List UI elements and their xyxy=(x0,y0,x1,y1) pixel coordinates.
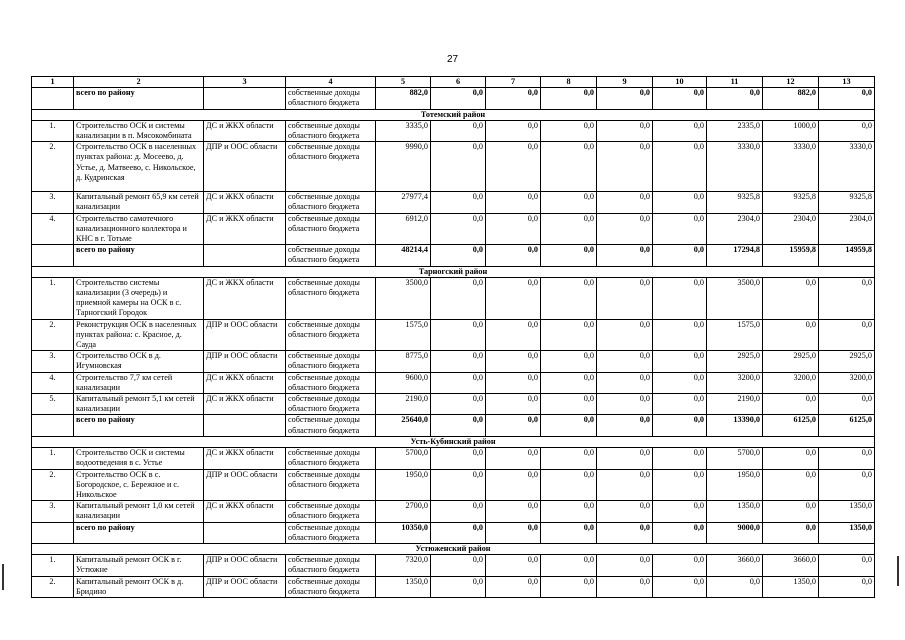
table-row xyxy=(32,576,875,597)
row-number: 5. xyxy=(32,394,74,415)
amount-cell: 0,0 xyxy=(431,501,486,522)
measure-name: Капитальный ремонт ОСК в д. Бридино xyxy=(74,576,204,597)
funding-source: собственные доходы областного бюджета xyxy=(286,88,376,109)
amount-cell: 3330,0 xyxy=(707,142,763,192)
funding-source: собственные доходы областного бюджета xyxy=(286,576,376,597)
amount-cell: 6912,0 xyxy=(376,213,431,245)
funding-source: собственные доходы областного бюджета xyxy=(286,501,376,522)
amount-cell: 0,0 xyxy=(486,213,541,245)
amount-cell: 0,0 xyxy=(653,522,707,543)
amount-cell: 5700,0 xyxy=(707,448,763,469)
header-cell: 8 xyxy=(541,77,597,88)
amount-cell: 0,0 xyxy=(431,351,486,372)
table-row xyxy=(32,555,875,576)
amount-cell: 14959,8 xyxy=(819,245,875,266)
responsible-org: ДС и ЖКХ области xyxy=(204,213,286,245)
funding-source: собственные доходы областного бюджета xyxy=(286,555,376,576)
funding-source: собственные доходы областного бюджета xyxy=(286,277,376,319)
header-cell: 13 xyxy=(819,77,875,88)
amount-cell: 0,0 xyxy=(597,142,653,192)
row-number: 1. xyxy=(32,448,74,469)
amount-cell: 0,0 xyxy=(653,555,707,576)
amount-cell: 0,0 xyxy=(653,213,707,245)
amount-cell: 6125,0 xyxy=(819,415,875,436)
amount-cell: 0,0 xyxy=(819,120,875,141)
measure-name: Капитальный ремонт 5,1 км сетей канализации xyxy=(74,394,204,415)
responsible-org: ДПР и ООС области xyxy=(204,576,286,597)
amount-cell: 0,0 xyxy=(486,277,541,319)
total-row xyxy=(32,415,875,436)
amount-cell: 9325,8 xyxy=(819,192,875,213)
amount-cell: 3500,0 xyxy=(707,277,763,319)
amount-cell: 0,0 xyxy=(541,142,597,192)
measure-name: Реконструкция ОСК в населенных пунктах района: с. Красное, д. Сауда xyxy=(74,319,204,351)
amount-cell: 0,0 xyxy=(541,120,597,141)
measure-name: Строительство ОСК и системы канализации в п. Мясокомбината xyxy=(74,120,204,141)
amount-cell: 1350,0 xyxy=(376,576,431,597)
row-number: 4. xyxy=(32,213,74,245)
amount-cell: 3200,0 xyxy=(707,372,763,393)
amount-cell: 0,0 xyxy=(486,372,541,393)
funding-source: собственные доходы областного бюджета xyxy=(286,415,376,436)
amount-cell: 1950,0 xyxy=(376,469,431,501)
amount-cell: 0,0 xyxy=(486,501,541,522)
header-cell: 4 xyxy=(286,77,376,88)
amount-cell: 0,0 xyxy=(541,501,597,522)
responsible-org: ДПР и ООС области xyxy=(204,555,286,576)
amount-cell: 9325,8 xyxy=(763,192,819,213)
amount-cell: 3660,0 xyxy=(763,555,819,576)
measure-name: Капитальный ремонт 1,0 км сетей канализации xyxy=(74,501,204,522)
responsible-org: ДС и ЖКХ области xyxy=(204,277,286,319)
amount-cell: 0,0 xyxy=(486,120,541,141)
amount-cell: 0,0 xyxy=(431,372,486,393)
amount-cell: 0,0 xyxy=(541,319,597,351)
amount-cell: 0,0 xyxy=(486,555,541,576)
row-number xyxy=(32,245,74,266)
amount-cell: 27977,4 xyxy=(376,192,431,213)
amount-cell: 0,0 xyxy=(597,120,653,141)
amount-cell: 0,0 xyxy=(597,415,653,436)
measure-name: Строительство ОСК в д. Игумновская xyxy=(74,351,204,372)
section-title: Устюженский район xyxy=(32,543,875,554)
row-number: 2. xyxy=(32,142,74,192)
amount-cell: 1000,0 xyxy=(763,120,819,141)
responsible-org: ДПР и ООС области xyxy=(204,351,286,372)
amount-cell: 0,0 xyxy=(597,372,653,393)
amount-cell: 0,0 xyxy=(597,88,653,109)
total-row xyxy=(32,245,875,266)
row-number: 4. xyxy=(32,372,74,393)
amount-cell: 0,0 xyxy=(541,372,597,393)
funding-source: собственные доходы областного бюджета xyxy=(286,351,376,372)
amount-cell: 3330,0 xyxy=(763,142,819,192)
amount-cell: 0,0 xyxy=(541,469,597,501)
table-row xyxy=(32,142,875,192)
responsible-org: ДПР и ООС области xyxy=(204,319,286,351)
row-number: 3. xyxy=(32,192,74,213)
amount-cell: 2925,0 xyxy=(707,351,763,372)
measure-name: всего по району xyxy=(74,415,204,436)
amount-cell: 3500,0 xyxy=(376,277,431,319)
header-cell: 11 xyxy=(707,77,763,88)
responsible-org: ДС и ЖКХ области xyxy=(204,192,286,213)
section-title-row xyxy=(32,109,875,120)
amount-cell: 882,0 xyxy=(376,88,431,109)
header-cell: 7 xyxy=(486,77,541,88)
budget-table xyxy=(31,76,875,598)
amount-cell: 0,0 xyxy=(763,522,819,543)
amount-cell: 1350,0 xyxy=(763,576,819,597)
amount-cell: 0,0 xyxy=(653,120,707,141)
amount-cell: 0,0 xyxy=(653,277,707,319)
table-row xyxy=(32,319,875,351)
amount-cell: 0,0 xyxy=(541,88,597,109)
amount-cell: 0,0 xyxy=(653,394,707,415)
amount-cell: 0,0 xyxy=(653,415,707,436)
left-scan-edge xyxy=(2,564,4,590)
responsible-org xyxy=(204,415,286,436)
amount-cell: 2335,0 xyxy=(707,120,763,141)
amount-cell: 0,0 xyxy=(486,469,541,501)
header-cell: 2 xyxy=(74,77,204,88)
header-row xyxy=(32,77,875,88)
right-scan-edge xyxy=(897,556,899,586)
amount-cell: 0,0 xyxy=(541,415,597,436)
header-cell: 9 xyxy=(597,77,653,88)
amount-cell: 0,0 xyxy=(486,394,541,415)
amount-cell: 1350,0 xyxy=(819,501,875,522)
funding-source: собственные доходы областного бюджета xyxy=(286,192,376,213)
amount-cell: 0,0 xyxy=(763,277,819,319)
amount-cell: 3200,0 xyxy=(763,372,819,393)
responsible-org xyxy=(204,88,286,109)
amount-cell: 9000,0 xyxy=(707,522,763,543)
responsible-org: ДС и ЖКХ области xyxy=(204,120,286,141)
amount-cell: 0,0 xyxy=(653,351,707,372)
amount-cell: 0,0 xyxy=(819,469,875,501)
amount-cell: 0,0 xyxy=(486,415,541,436)
amount-cell: 7320,0 xyxy=(376,555,431,576)
amount-cell: 0,0 xyxy=(653,245,707,266)
funding-source: собственные доходы областного бюджета xyxy=(286,142,376,192)
section-title: Усть-Кубинский район xyxy=(32,436,875,447)
amount-cell: 9990,0 xyxy=(376,142,431,192)
funding-source: собственные доходы областного бюджета xyxy=(286,319,376,351)
funding-source: собственные доходы областного бюджета xyxy=(286,448,376,469)
row-number: 1. xyxy=(32,555,74,576)
row-number: 3. xyxy=(32,501,74,522)
amount-cell: 0,0 xyxy=(431,469,486,501)
funding-source: собственные доходы областного бюджета xyxy=(286,522,376,543)
responsible-org xyxy=(204,245,286,266)
amount-cell: 0,0 xyxy=(653,501,707,522)
measure-name: всего по району xyxy=(74,88,204,109)
table-row xyxy=(32,372,875,393)
amount-cell: 3330,0 xyxy=(819,142,875,192)
amount-cell: 0,0 xyxy=(486,319,541,351)
amount-cell: 3200,0 xyxy=(819,372,875,393)
table-row xyxy=(32,213,875,245)
measure-name: всего по району xyxy=(74,522,204,543)
amount-cell: 0,0 xyxy=(763,448,819,469)
responsible-org: ДПР и ООС области xyxy=(204,142,286,192)
table-row xyxy=(32,192,875,213)
measure-name: Строительство ОСК и системы водоотведения в с. Устье xyxy=(74,448,204,469)
amount-cell: 0,0 xyxy=(763,469,819,501)
measure-name: Капитальный ремонт ОСК в г. Устюжне xyxy=(74,555,204,576)
amount-cell: 0,0 xyxy=(486,192,541,213)
funding-source: собственные доходы областного бюджета xyxy=(286,372,376,393)
amount-cell: 0,0 xyxy=(597,213,653,245)
amount-cell: 0,0 xyxy=(541,213,597,245)
amount-cell: 0,0 xyxy=(431,245,486,266)
amount-cell: 0,0 xyxy=(486,576,541,597)
amount-cell: 3335,0 xyxy=(376,120,431,141)
amount-cell: 0,0 xyxy=(819,576,875,597)
amount-cell: 0,0 xyxy=(431,576,486,597)
section-title: Тотемский район xyxy=(32,109,875,120)
amount-cell: 882,0 xyxy=(763,88,819,109)
amount-cell: 0,0 xyxy=(819,394,875,415)
amount-cell: 0,0 xyxy=(653,88,707,109)
table-row xyxy=(32,351,875,372)
amount-cell: 0,0 xyxy=(819,319,875,351)
amount-cell: 8775,0 xyxy=(376,351,431,372)
amount-cell: 1350,0 xyxy=(819,522,875,543)
amount-cell: 0,0 xyxy=(486,245,541,266)
amount-cell: 0,0 xyxy=(653,192,707,213)
amount-cell: 0,0 xyxy=(541,277,597,319)
responsible-org: ДПР и ООС области xyxy=(204,469,286,501)
amount-cell: 2304,0 xyxy=(819,213,875,245)
amount-cell: 0,0 xyxy=(597,522,653,543)
amount-cell: 0,0 xyxy=(763,501,819,522)
amount-cell: 0,0 xyxy=(486,351,541,372)
amount-cell: 0,0 xyxy=(597,319,653,351)
amount-cell: 0,0 xyxy=(486,448,541,469)
amount-cell: 0,0 xyxy=(653,448,707,469)
amount-cell: 13390,0 xyxy=(707,415,763,436)
table-row xyxy=(32,120,875,141)
amount-cell: 0,0 xyxy=(597,555,653,576)
amount-cell: 0,0 xyxy=(431,277,486,319)
responsible-org: ДС и ЖКХ области xyxy=(204,448,286,469)
amount-cell: 2700,0 xyxy=(376,501,431,522)
measure-name: Капитальный ремонт 65,9 км сетей канализации xyxy=(74,192,204,213)
amount-cell: 1575,0 xyxy=(376,319,431,351)
responsible-org: ДС и ЖКХ области xyxy=(204,501,286,522)
amount-cell: 0,0 xyxy=(541,351,597,372)
amount-cell: 0,0 xyxy=(541,394,597,415)
amount-cell: 0,0 xyxy=(541,448,597,469)
amount-cell: 2190,0 xyxy=(707,394,763,415)
amount-cell: 0,0 xyxy=(597,469,653,501)
row-number: 1. xyxy=(32,277,74,319)
row-number: 1. xyxy=(32,120,74,141)
amount-cell: 0,0 xyxy=(707,88,763,109)
amount-cell: 0,0 xyxy=(431,120,486,141)
amount-cell: 0,0 xyxy=(653,319,707,351)
section-title: Тарногский район xyxy=(32,266,875,277)
responsible-org: ДС и ЖКХ области xyxy=(204,372,286,393)
measure-name: Строительство ОСК в с. Богородское, с. Бережное и с. Никольское xyxy=(74,469,204,501)
row-number: 2. xyxy=(32,576,74,597)
amount-cell: 0,0 xyxy=(486,142,541,192)
amount-cell: 0,0 xyxy=(486,522,541,543)
row-number: 2. xyxy=(32,319,74,351)
row-number: 3. xyxy=(32,351,74,372)
amount-cell: 0,0 xyxy=(431,213,486,245)
amount-cell: 0,0 xyxy=(431,555,486,576)
amount-cell: 0,0 xyxy=(597,394,653,415)
header-cell: 5 xyxy=(376,77,431,88)
amount-cell: 0,0 xyxy=(597,245,653,266)
amount-cell: 0,0 xyxy=(763,319,819,351)
amount-cell: 0,0 xyxy=(597,277,653,319)
amount-cell: 0,0 xyxy=(541,576,597,597)
amount-cell: 0,0 xyxy=(431,415,486,436)
amount-cell: 0,0 xyxy=(541,555,597,576)
funding-source: собственные доходы областного бюджета xyxy=(286,394,376,415)
table-body xyxy=(32,77,875,598)
funding-source: собственные доходы областного бюджета xyxy=(286,469,376,501)
amount-cell: 0,0 xyxy=(597,192,653,213)
row-number xyxy=(32,88,74,109)
amount-cell: 0,0 xyxy=(819,555,875,576)
amount-cell: 0,0 xyxy=(597,501,653,522)
amount-cell: 0,0 xyxy=(653,372,707,393)
funding-source: собственные доходы областного бюджета xyxy=(286,213,376,245)
section-title-row xyxy=(32,266,875,277)
amount-cell: 0,0 xyxy=(597,448,653,469)
measure-name: Строительство 7,7 км сетей канализации xyxy=(74,372,204,393)
measure-name: Строительство самотечного канализационного коллектора и КНС в г. Тотьме xyxy=(74,213,204,245)
amount-cell: 0,0 xyxy=(819,277,875,319)
amount-cell: 0,0 xyxy=(597,576,653,597)
amount-cell: 3660,0 xyxy=(707,555,763,576)
responsible-org: ДС и ЖКХ области xyxy=(204,394,286,415)
amount-cell: 17294,8 xyxy=(707,245,763,266)
amount-cell: 0,0 xyxy=(653,469,707,501)
amount-cell: 0,0 xyxy=(541,522,597,543)
funding-source: собственные доходы областного бюджета xyxy=(286,120,376,141)
row-number xyxy=(32,522,74,543)
amount-cell: 1575,0 xyxy=(707,319,763,351)
amount-cell: 0,0 xyxy=(819,448,875,469)
amount-cell: 0,0 xyxy=(431,319,486,351)
header-cell: 12 xyxy=(763,77,819,88)
amount-cell: 0,0 xyxy=(653,576,707,597)
header-cell: 10 xyxy=(653,77,707,88)
total-row xyxy=(32,88,875,109)
responsible-org xyxy=(204,522,286,543)
row-number xyxy=(32,415,74,436)
header-cell: 3 xyxy=(204,77,286,88)
header-cell: 6 xyxy=(431,77,486,88)
amount-cell: 25640,0 xyxy=(376,415,431,436)
amount-cell: 0,0 xyxy=(431,394,486,415)
amount-cell: 10350,0 xyxy=(376,522,431,543)
amount-cell: 9600,0 xyxy=(376,372,431,393)
amount-cell: 0,0 xyxy=(541,245,597,266)
amount-cell: 0,0 xyxy=(486,88,541,109)
amount-cell: 6125,0 xyxy=(763,415,819,436)
amount-cell: 0,0 xyxy=(431,522,486,543)
amount-cell: 0,0 xyxy=(653,142,707,192)
amount-cell: 0,0 xyxy=(819,88,875,109)
amount-cell: 0,0 xyxy=(597,351,653,372)
amount-cell: 2925,0 xyxy=(763,351,819,372)
amount-cell: 9325,8 xyxy=(707,192,763,213)
amount-cell: 48214,4 xyxy=(376,245,431,266)
amount-cell: 0,0 xyxy=(763,394,819,415)
total-row xyxy=(32,522,875,543)
amount-cell: 15959,8 xyxy=(763,245,819,266)
funding-source: собственные доходы областного бюджета xyxy=(286,245,376,266)
table-row xyxy=(32,448,875,469)
amount-cell: 0,0 xyxy=(431,142,486,192)
amount-cell: 0,0 xyxy=(541,192,597,213)
amount-cell: 2925,0 xyxy=(819,351,875,372)
measure-name: Строительство ОСК в населенных пунктах района: д. Мосеево, д. Устье, д. Матвеево, с. Никольское, д. Кудринская xyxy=(74,142,204,192)
table-row xyxy=(32,277,875,319)
amount-cell: 0,0 xyxy=(707,576,763,597)
table-row xyxy=(32,501,875,522)
amount-cell: 0,0 xyxy=(431,192,486,213)
amount-cell: 0,0 xyxy=(431,448,486,469)
section-title-row xyxy=(32,543,875,554)
amount-cell: 2304,0 xyxy=(707,213,763,245)
amount-cell: 5700,0 xyxy=(376,448,431,469)
row-number: 2. xyxy=(32,469,74,501)
table-row xyxy=(32,394,875,415)
amount-cell: 2304,0 xyxy=(763,213,819,245)
measure-name: всего по району xyxy=(74,245,204,266)
page-number: 27 xyxy=(446,54,459,65)
amount-cell: 1950,0 xyxy=(707,469,763,501)
amount-cell: 1350,0 xyxy=(707,501,763,522)
measure-name: Строительство системы канализации (3 очередь) и приемной камеры на ОСК в с. Тарногский Городок xyxy=(74,277,204,319)
amount-cell: 0,0 xyxy=(431,88,486,109)
table-row xyxy=(32,469,875,501)
section-title-row xyxy=(32,436,875,447)
amount-cell: 2190,0 xyxy=(376,394,431,415)
header-cell: 1 xyxy=(32,77,74,88)
